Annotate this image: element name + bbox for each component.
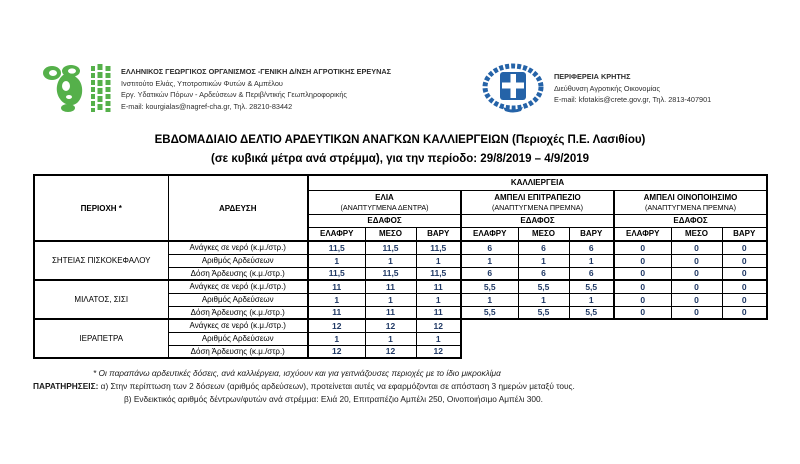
region-name-cell: ΣΗΤΕΙΑΣ ΠΙΣΚΟΚΕΦΑΛΟΥ [34, 241, 168, 280]
title-line1: ΕΒΔΟΜΑΔΙΑΙΟ ΔΕΛΤΙΟ ΑΡΔΕΥΤΙΚΩΝ ΑΝΑΓΚΩΝ ΚΑΛΛΙΕΡΓΕΙΩΝ (Περιοχές Π.Ε. Λασιθίου) [154, 134, 646, 146]
value-cell: 11,5 [308, 267, 365, 280]
value-cell: 1 [569, 254, 614, 267]
value-cell: 6 [461, 267, 518, 280]
irrigation-row-label: Ανάγκες σε νερό (κ.μ./στρ.) [168, 241, 308, 254]
value-cell: 0 [671, 293, 722, 306]
value-cell: 11,5 [416, 241, 461, 254]
value-cell: 11,5 [308, 241, 365, 254]
value-cell: 5,5 [518, 306, 569, 319]
value-cell: 6 [518, 241, 569, 254]
header-soil-light: ΕΛΑΦΡΥ [614, 227, 671, 241]
irrigation-row-label: Δόση Άρδευσης (κ.μ./στρ.) [168, 267, 308, 280]
value-cell: 1 [308, 293, 365, 306]
crop-subtitle: (ΑΝΑΠΤΥΓΜΕΝΑ ΔΕΝΤΡΑ) [340, 202, 429, 212]
note-microclimate: * Οι παραπάνω αρδευτικές δόσεις, ανά καλλιέργεια, ισχύουν και για γειτνιάζουσες περιοχές με το ίδιο μικροκλίμα [93, 368, 501, 378]
table-row [34, 241, 767, 254]
org-right-line2: Διεύθυνση Αγροτικής Οικονομίας [554, 83, 661, 93]
value-cell: 6 [518, 267, 569, 280]
org-left-block [121, 66, 391, 112]
table-row [34, 280, 767, 293]
value-cell: 0 [614, 306, 671, 319]
header-crops-group: ΚΑΛΛΙΕΡΓΕΙΑ [308, 175, 767, 190]
note-a: α) Στην περίπτωση των 2 δόσεων (αριθμός αρδεύσεων), προτείνεται αυτές να εφαρμόζονται σε απόσταση 3 ημερών μεταξύ τους. [100, 381, 575, 391]
hellenic-republic-emblem-icon [481, 61, 545, 113]
header-soil-heavy: ΒΑΡΥ [722, 227, 767, 241]
title-line2: (σε κυβικά μέτρα ανά στρέμμα), για την περίοδο: 29/8/2019 – 4/9/2019 [210, 153, 590, 165]
value-cell: 6 [461, 241, 518, 254]
footer-notes [33, 367, 778, 406]
blank-cell [722, 345, 767, 358]
org-left-line2: Ινστιτούτο Ελιάς, Υποτροπικών Φυτών & Αμπέλου [121, 78, 283, 88]
irrigation-needs-table [33, 174, 768, 359]
irrigation-row-label: Δόση Άρδευσης (κ.μ./στρ.) [168, 345, 308, 358]
table-row [34, 319, 767, 332]
value-cell: 6 [569, 241, 614, 254]
header-soil-light: ΕΛΑΦΡΥ [461, 227, 518, 241]
document-title [0, 131, 800, 169]
value-cell: 5,5 [569, 306, 614, 319]
value-cell: 5,5 [461, 280, 518, 293]
value-cell: 0 [722, 280, 767, 293]
value-cell: 0 [671, 254, 722, 267]
value-cell: 1 [461, 254, 518, 267]
irrigation-row-label: Ανάγκες σε νερό (κ.μ./στρ.) [168, 319, 308, 332]
value-cell: 11 [308, 306, 365, 319]
value-cell: 11,5 [416, 267, 461, 280]
blank-cell [671, 345, 722, 358]
header-soil-medium: ΜΕΣΟ [671, 227, 722, 241]
region-name-cell: ΜΙΛΑΤΟΣ, ΣΙΣΙ [34, 280, 168, 319]
org-left-line1: ΕΛΛΗΝΙΚΟΣ ΓΕΩΡΓΙΚΟΣ ΟΡΓΑΝΙΣΜΟΣ -ΓΕΝΙΚΗ Δ/ΝΣΗ ΑΓΡΟΤΙΚΗΣ ΕΡΕΥΝΑΣ [121, 67, 392, 76]
blank-cell [722, 319, 767, 332]
irrigation-row-label: Αριθμός Αρδεύσεων [168, 332, 308, 345]
blank-cell [614, 332, 671, 345]
value-cell: 1 [569, 293, 614, 306]
crop-subtitle: (ΑΝΑΠΤΥΓΜΕΝΑ ΠΡΕΜΝΑ) [491, 202, 583, 212]
header-soil: ΕΔΑΦΟΣ [308, 214, 461, 227]
org-right-block [554, 71, 711, 106]
value-cell: 11,5 [365, 241, 416, 254]
org-left-line3: Εργ. Υδατικών Πόρων - Αρδεύσεων & Περιβ/ντικής Γεωπληροφορικής [121, 90, 347, 100]
value-cell: 5,5 [569, 280, 614, 293]
value-cell: 1 [416, 293, 461, 306]
irrigation-row-label: Δόση Άρδευσης (κ.μ./στρ.) [168, 306, 308, 319]
irrigation-row-label: Αριθμός Αρδεύσεων [168, 254, 308, 267]
header-crop-olive [308, 190, 461, 214]
value-cell: 1 [518, 254, 569, 267]
value-cell: 0 [671, 241, 722, 254]
blank-cell [671, 332, 722, 345]
blank-cell [518, 332, 569, 345]
value-cell: 12 [308, 319, 365, 332]
observations-label: ΠΑΡΑΤΗΡΗΣΕΙΣ: [33, 381, 99, 391]
value-cell: 0 [614, 254, 671, 267]
header-irrigation: ΑΡΔΕΥΣΗ [168, 175, 308, 241]
value-cell: 12 [365, 319, 416, 332]
value-cell: 11 [416, 306, 461, 319]
value-cell: 0 [722, 306, 767, 319]
header-soil: ΕΔΑΦΟΣ [614, 214, 767, 227]
value-cell: 0 [671, 280, 722, 293]
note-observations-line [33, 380, 778, 393]
value-cell: 1 [416, 332, 461, 345]
irrigation-row-label: Αριθμός Αρδεύσεων [168, 293, 308, 306]
org-right-line1: ΠΕΡΙΦΕΡΕΙΑ ΚΡΗΤΗΣ [554, 72, 631, 81]
crop-name: ΑΜΠΕΛΙ ΕΠΙΤΡΑΠΕΖΙΟ [494, 192, 581, 202]
crop-name: ΑΜΠΕΛΙ ΟΙΝΟΠΟΙΗΣΙΜΟ [643, 192, 738, 202]
blank-cell [518, 345, 569, 358]
header-soil-light: ΕΛΑΦΡΥ [308, 227, 365, 241]
blank-cell [461, 319, 518, 332]
note-b: β) Ενδεικτικός αριθμός δέντρων/φυτών ανά στρέμμα: Ελιά 20, Επιτραπέζιο Αμπέλι 250, Οινοποιήσιμο Αμπέλι 300. [124, 394, 543, 404]
header-region: ΠΕΡΙΟΧΗ * [34, 175, 168, 241]
blank-cell [671, 319, 722, 332]
value-cell: 11 [365, 306, 416, 319]
value-cell: 1 [308, 254, 365, 267]
value-cell: 0 [722, 241, 767, 254]
value-cell: 1 [308, 332, 365, 345]
blank-cell [722, 332, 767, 345]
header-soil-heavy: ΒΑΡΥ [416, 227, 461, 241]
value-cell: 12 [365, 345, 416, 358]
value-cell: 1 [365, 254, 416, 267]
value-cell: 11,5 [365, 267, 416, 280]
blank-cell [461, 332, 518, 345]
value-cell: 0 [671, 306, 722, 319]
blank-cell [569, 319, 614, 332]
header-soil-heavy: ΒΑΡΥ [569, 227, 614, 241]
org-right-line3: E-mail: kfotakis@crete.gov.gr, Τηλ. 2813-407901 [554, 95, 712, 105]
blank-cell [518, 319, 569, 332]
value-cell: 1 [461, 293, 518, 306]
value-cell: 0 [614, 293, 671, 306]
value-cell: 0 [671, 267, 722, 280]
header-soil-medium: ΜΕΣΟ [518, 227, 569, 241]
crop-subtitle: (ΑΝΑΠΤΥΓΜΕΝΑ ΠΡΕΜΝΑ) [644, 202, 736, 212]
blank-cell [614, 345, 671, 358]
value-cell: 0 [614, 241, 671, 254]
value-cell: 6 [569, 267, 614, 280]
crop-name: ΕΛΙΑ [375, 192, 394, 202]
value-cell: 0 [722, 293, 767, 306]
value-cell: 12 [308, 345, 365, 358]
blank-cell [569, 332, 614, 345]
value-cell: 0 [614, 280, 671, 293]
value-cell: 11 [416, 280, 461, 293]
header-crop-wine-grape [614, 190, 767, 214]
value-cell: 1 [416, 254, 461, 267]
blank-cell [569, 345, 614, 358]
header-crop-table-grape [461, 190, 614, 214]
irrigation-row-label: Ανάγκες σε νερό (κ.μ./στρ.) [168, 280, 308, 293]
value-cell: 11 [308, 280, 365, 293]
region-name-cell: ΙΕΡΑΠΕΤΡΑ [34, 319, 168, 358]
value-cell: 1 [365, 332, 416, 345]
value-cell: 0 [722, 254, 767, 267]
value-cell: 0 [614, 267, 671, 280]
value-cell: 5,5 [518, 280, 569, 293]
header-soil-medium: ΜΕΣΟ [365, 227, 416, 241]
value-cell: 5,5 [461, 306, 518, 319]
blank-cell [461, 345, 518, 358]
value-cell: 12 [416, 345, 461, 358]
value-cell: 12 [416, 319, 461, 332]
blank-cell [614, 319, 671, 332]
value-cell: 1 [365, 293, 416, 306]
org-left-line4: E-mail: kourgialas@nagref-cha.gr, Τηλ. 28210-83442 [121, 101, 293, 111]
header-soil: ΕΔΑΦΟΣ [461, 214, 614, 227]
value-cell: 1 [518, 293, 569, 306]
value-cell: 0 [722, 267, 767, 280]
elgo-dimitra-logo-icon [38, 62, 114, 116]
value-cell: 11 [365, 280, 416, 293]
